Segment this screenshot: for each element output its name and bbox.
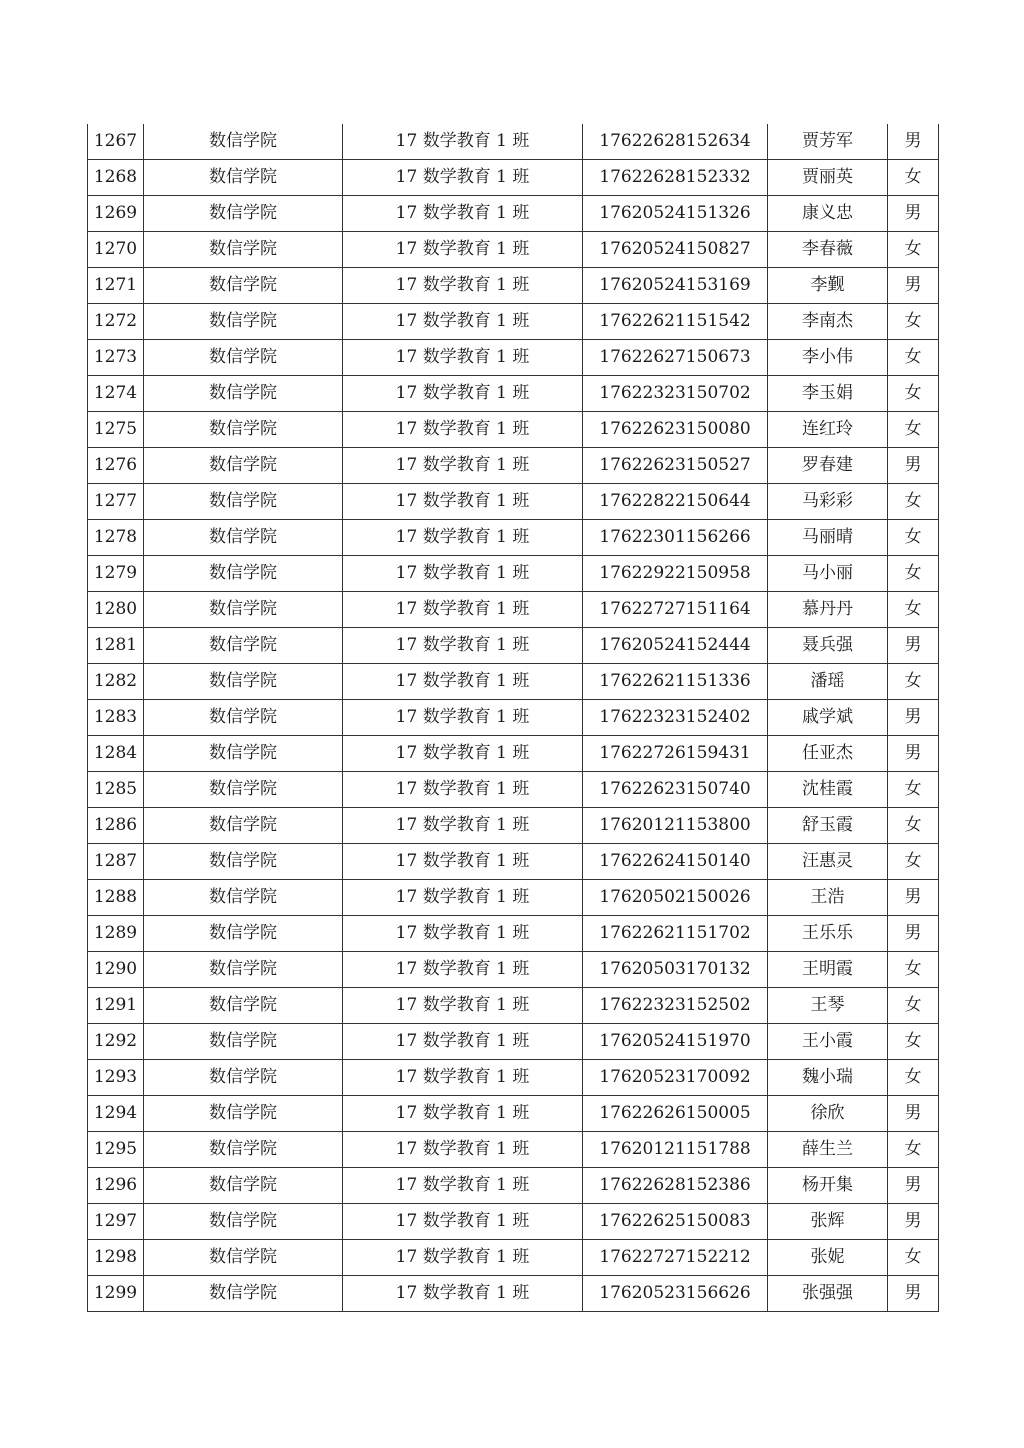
row-number-cell: 1292 bbox=[88, 1024, 144, 1060]
gender-cell: 女 bbox=[888, 1240, 939, 1276]
table-row bbox=[88, 124, 939, 160]
student-id-cell: 17620121153800 bbox=[583, 808, 768, 844]
table-row bbox=[88, 592, 939, 628]
gender-cell: 女 bbox=[888, 232, 939, 268]
student-name-cell: 沈桂霞 bbox=[768, 772, 888, 808]
college-cell: 数信学院 bbox=[144, 448, 343, 484]
student-name-cell: 马彩彩 bbox=[768, 484, 888, 520]
class-cell: 17 数学教育 1 班 bbox=[343, 808, 583, 844]
student-name-cell: 杨开集 bbox=[768, 1168, 888, 1204]
college-cell: 数信学院 bbox=[144, 1276, 343, 1312]
gender-cell: 女 bbox=[888, 160, 939, 196]
row-number-cell: 1287 bbox=[88, 844, 144, 880]
gender-cell: 女 bbox=[888, 340, 939, 376]
class-cell: 17 数学教育 1 班 bbox=[343, 448, 583, 484]
class-cell: 17 数学教育 1 班 bbox=[343, 1168, 583, 1204]
class-cell: 17 数学教育 1 班 bbox=[343, 1060, 583, 1096]
table-row bbox=[88, 880, 939, 916]
row-number-cell: 1276 bbox=[88, 448, 144, 484]
row-number-cell: 1267 bbox=[88, 124, 144, 160]
gender-cell: 男 bbox=[888, 268, 939, 304]
table-row bbox=[88, 664, 939, 700]
class-cell: 17 数学教育 1 班 bbox=[343, 628, 583, 664]
student-id-cell: 17622628152332 bbox=[583, 160, 768, 196]
college-cell: 数信学院 bbox=[144, 628, 343, 664]
gender-cell: 女 bbox=[888, 592, 939, 628]
college-cell: 数信学院 bbox=[144, 1060, 343, 1096]
student-id-cell: 17622624150140 bbox=[583, 844, 768, 880]
college-cell: 数信学院 bbox=[144, 844, 343, 880]
student-name-cell: 聂兵强 bbox=[768, 628, 888, 664]
row-number-cell: 1295 bbox=[88, 1132, 144, 1168]
row-number-cell: 1273 bbox=[88, 340, 144, 376]
table-row bbox=[88, 772, 939, 808]
row-number-cell: 1282 bbox=[88, 664, 144, 700]
table-row bbox=[88, 304, 939, 340]
row-number-cell: 1297 bbox=[88, 1204, 144, 1240]
college-cell: 数信学院 bbox=[144, 952, 343, 988]
table-row bbox=[88, 808, 939, 844]
gender-cell: 女 bbox=[888, 556, 939, 592]
student-roster-table bbox=[87, 124, 939, 1312]
table-row bbox=[88, 268, 939, 304]
college-cell: 数信学院 bbox=[144, 1240, 343, 1276]
row-number-cell: 1286 bbox=[88, 808, 144, 844]
gender-cell: 男 bbox=[888, 1276, 939, 1312]
class-cell: 17 数学教育 1 班 bbox=[343, 664, 583, 700]
college-cell: 数信学院 bbox=[144, 700, 343, 736]
class-cell: 17 数学教育 1 班 bbox=[343, 124, 583, 160]
row-number-cell: 1275 bbox=[88, 412, 144, 448]
gender-cell: 女 bbox=[888, 988, 939, 1024]
row-number-cell: 1298 bbox=[88, 1240, 144, 1276]
student-id-cell: 17620524151326 bbox=[583, 196, 768, 232]
table-row bbox=[88, 1060, 939, 1096]
table-row bbox=[88, 448, 939, 484]
gender-cell: 男 bbox=[888, 916, 939, 952]
student-id-cell: 17620524153169 bbox=[583, 268, 768, 304]
gender-cell: 男 bbox=[888, 736, 939, 772]
class-cell: 17 数学教育 1 班 bbox=[343, 196, 583, 232]
table-row bbox=[88, 232, 939, 268]
table-row bbox=[88, 628, 939, 664]
class-cell: 17 数学教育 1 班 bbox=[343, 484, 583, 520]
row-number-cell: 1283 bbox=[88, 700, 144, 736]
college-cell: 数信学院 bbox=[144, 1168, 343, 1204]
gender-cell: 男 bbox=[888, 448, 939, 484]
college-cell: 数信学院 bbox=[144, 376, 343, 412]
gender-cell: 女 bbox=[888, 844, 939, 880]
row-number-cell: 1280 bbox=[88, 592, 144, 628]
class-cell: 17 数学教育 1 班 bbox=[343, 1204, 583, 1240]
class-cell: 17 数学教育 1 班 bbox=[343, 1132, 583, 1168]
table-row bbox=[88, 1276, 939, 1312]
gender-cell: 女 bbox=[888, 520, 939, 556]
table-row bbox=[88, 736, 939, 772]
student-id-cell: 17622626150005 bbox=[583, 1096, 768, 1132]
student-name-cell: 王浩 bbox=[768, 880, 888, 916]
class-cell: 17 数学教育 1 班 bbox=[343, 592, 583, 628]
row-number-cell: 1284 bbox=[88, 736, 144, 772]
table-row bbox=[88, 196, 939, 232]
class-cell: 17 数学教育 1 班 bbox=[343, 520, 583, 556]
table-row bbox=[88, 520, 939, 556]
student-id-cell: 17622726159431 bbox=[583, 736, 768, 772]
row-number-cell: 1293 bbox=[88, 1060, 144, 1096]
student-id-cell: 17622323150702 bbox=[583, 376, 768, 412]
college-cell: 数信学院 bbox=[144, 988, 343, 1024]
student-name-cell: 任亚杰 bbox=[768, 736, 888, 772]
student-name-cell: 马丽晴 bbox=[768, 520, 888, 556]
college-cell: 数信学院 bbox=[144, 124, 343, 160]
gender-cell: 女 bbox=[888, 808, 939, 844]
class-cell: 17 数学教育 1 班 bbox=[343, 268, 583, 304]
gender-cell: 女 bbox=[888, 1060, 939, 1096]
class-cell: 17 数学教育 1 班 bbox=[343, 916, 583, 952]
class-cell: 17 数学教育 1 班 bbox=[343, 1276, 583, 1312]
row-number-cell: 1271 bbox=[88, 268, 144, 304]
gender-cell: 女 bbox=[888, 412, 939, 448]
student-name-cell: 王乐乐 bbox=[768, 916, 888, 952]
gender-cell: 女 bbox=[888, 664, 939, 700]
gender-cell: 男 bbox=[888, 1204, 939, 1240]
student-name-cell: 汪惠灵 bbox=[768, 844, 888, 880]
gender-cell: 男 bbox=[888, 700, 939, 736]
student-name-cell: 慕丹丹 bbox=[768, 592, 888, 628]
student-id-cell: 17622621151542 bbox=[583, 304, 768, 340]
class-cell: 17 数学教育 1 班 bbox=[343, 736, 583, 772]
student-name-cell: 康义忠 bbox=[768, 196, 888, 232]
gender-cell: 男 bbox=[888, 124, 939, 160]
college-cell: 数信学院 bbox=[144, 160, 343, 196]
college-cell: 数信学院 bbox=[144, 484, 343, 520]
college-cell: 数信学院 bbox=[144, 412, 343, 448]
college-cell: 数信学院 bbox=[144, 268, 343, 304]
gender-cell: 男 bbox=[888, 1168, 939, 1204]
roster-body bbox=[88, 124, 939, 1312]
student-id-cell: 17622628152386 bbox=[583, 1168, 768, 1204]
student-name-cell: 张辉 bbox=[768, 1204, 888, 1240]
student-id-cell: 17620523156626 bbox=[583, 1276, 768, 1312]
student-id-cell: 17620523170092 bbox=[583, 1060, 768, 1096]
class-cell: 17 数学教育 1 班 bbox=[343, 700, 583, 736]
row-number-cell: 1294 bbox=[88, 1096, 144, 1132]
student-name-cell: 贾芳军 bbox=[768, 124, 888, 160]
class-cell: 17 数学教育 1 班 bbox=[343, 376, 583, 412]
student-id-cell: 17622623150080 bbox=[583, 412, 768, 448]
student-name-cell: 王琴 bbox=[768, 988, 888, 1024]
row-number-cell: 1299 bbox=[88, 1276, 144, 1312]
student-id-cell: 17622623150527 bbox=[583, 448, 768, 484]
student-name-cell: 连红玲 bbox=[768, 412, 888, 448]
student-id-cell: 17622727152212 bbox=[583, 1240, 768, 1276]
student-id-cell: 17622323152502 bbox=[583, 988, 768, 1024]
gender-cell: 男 bbox=[888, 1096, 939, 1132]
college-cell: 数信学院 bbox=[144, 1132, 343, 1168]
college-cell: 数信学院 bbox=[144, 1096, 343, 1132]
gender-cell: 女 bbox=[888, 772, 939, 808]
gender-cell: 女 bbox=[888, 952, 939, 988]
class-cell: 17 数学教育 1 班 bbox=[343, 1240, 583, 1276]
student-name-cell: 王明霞 bbox=[768, 952, 888, 988]
college-cell: 数信学院 bbox=[144, 1024, 343, 1060]
row-number-cell: 1291 bbox=[88, 988, 144, 1024]
class-cell: 17 数学教育 1 班 bbox=[343, 556, 583, 592]
row-number-cell: 1296 bbox=[88, 1168, 144, 1204]
row-number-cell: 1269 bbox=[88, 196, 144, 232]
gender-cell: 女 bbox=[888, 1024, 939, 1060]
table-row bbox=[88, 1168, 939, 1204]
class-cell: 17 数学教育 1 班 bbox=[343, 1024, 583, 1060]
row-number-cell: 1272 bbox=[88, 304, 144, 340]
student-name-cell: 魏小瑞 bbox=[768, 1060, 888, 1096]
student-id-cell: 17622621151336 bbox=[583, 664, 768, 700]
student-name-cell: 徐欣 bbox=[768, 1096, 888, 1132]
row-number-cell: 1289 bbox=[88, 916, 144, 952]
college-cell: 数信学院 bbox=[144, 1204, 343, 1240]
table-row bbox=[88, 1132, 939, 1168]
table-row bbox=[88, 988, 939, 1024]
class-cell: 17 数学教育 1 班 bbox=[343, 160, 583, 196]
row-number-cell: 1278 bbox=[88, 520, 144, 556]
student-id-cell: 17620524151970 bbox=[583, 1024, 768, 1060]
row-number-cell: 1274 bbox=[88, 376, 144, 412]
table-row bbox=[88, 340, 939, 376]
student-name-cell: 李春薇 bbox=[768, 232, 888, 268]
student-id-cell: 17620502150026 bbox=[583, 880, 768, 916]
student-id-cell: 17622627150673 bbox=[583, 340, 768, 376]
student-id-cell: 17622623150740 bbox=[583, 772, 768, 808]
gender-cell: 男 bbox=[888, 880, 939, 916]
student-id-cell: 17622727151164 bbox=[583, 592, 768, 628]
student-id-cell: 17622301156266 bbox=[583, 520, 768, 556]
gender-cell: 女 bbox=[888, 484, 939, 520]
class-cell: 17 数学教育 1 班 bbox=[343, 772, 583, 808]
student-name-cell: 贾丽英 bbox=[768, 160, 888, 196]
table-row bbox=[88, 1024, 939, 1060]
class-cell: 17 数学教育 1 班 bbox=[343, 412, 583, 448]
class-cell: 17 数学教育 1 班 bbox=[343, 1096, 583, 1132]
gender-cell: 女 bbox=[888, 1132, 939, 1168]
table-row bbox=[88, 412, 939, 448]
student-id-cell: 17620524150827 bbox=[583, 232, 768, 268]
college-cell: 数信学院 bbox=[144, 304, 343, 340]
gender-cell: 女 bbox=[888, 376, 939, 412]
college-cell: 数信学院 bbox=[144, 520, 343, 556]
student-id-cell: 17622323152402 bbox=[583, 700, 768, 736]
class-cell: 17 数学教育 1 班 bbox=[343, 844, 583, 880]
college-cell: 数信学院 bbox=[144, 592, 343, 628]
table-row bbox=[88, 1240, 939, 1276]
student-name-cell: 罗春建 bbox=[768, 448, 888, 484]
table-row bbox=[88, 1204, 939, 1240]
student-id-cell: 17622822150644 bbox=[583, 484, 768, 520]
college-cell: 数信学院 bbox=[144, 736, 343, 772]
row-number-cell: 1281 bbox=[88, 628, 144, 664]
college-cell: 数信学院 bbox=[144, 232, 343, 268]
student-id-cell: 17620503170132 bbox=[583, 952, 768, 988]
student-id-cell: 17620121151788 bbox=[583, 1132, 768, 1168]
table-row bbox=[88, 916, 939, 952]
student-name-cell: 李小伟 bbox=[768, 340, 888, 376]
row-number-cell: 1277 bbox=[88, 484, 144, 520]
table-row bbox=[88, 484, 939, 520]
student-name-cell: 李玉娟 bbox=[768, 376, 888, 412]
student-name-cell: 潘瑶 bbox=[768, 664, 888, 700]
college-cell: 数信学院 bbox=[144, 196, 343, 232]
class-cell: 17 数学教育 1 班 bbox=[343, 304, 583, 340]
table-row bbox=[88, 1096, 939, 1132]
college-cell: 数信学院 bbox=[144, 808, 343, 844]
student-name-cell: 舒玉霞 bbox=[768, 808, 888, 844]
class-cell: 17 数学教育 1 班 bbox=[343, 952, 583, 988]
college-cell: 数信学院 bbox=[144, 340, 343, 376]
table-row bbox=[88, 952, 939, 988]
class-cell: 17 数学教育 1 班 bbox=[343, 232, 583, 268]
class-cell: 17 数学教育 1 班 bbox=[343, 340, 583, 376]
college-cell: 数信学院 bbox=[144, 772, 343, 808]
table-row bbox=[88, 556, 939, 592]
class-cell: 17 数学教育 1 班 bbox=[343, 880, 583, 916]
college-cell: 数信学院 bbox=[144, 664, 343, 700]
table-row bbox=[88, 160, 939, 196]
table-row bbox=[88, 700, 939, 736]
student-id-cell: 17622625150083 bbox=[583, 1204, 768, 1240]
row-number-cell: 1270 bbox=[88, 232, 144, 268]
student-id-cell: 17620524152444 bbox=[583, 628, 768, 664]
college-cell: 数信学院 bbox=[144, 556, 343, 592]
student-name-cell: 王小霞 bbox=[768, 1024, 888, 1060]
row-number-cell: 1279 bbox=[88, 556, 144, 592]
row-number-cell: 1268 bbox=[88, 160, 144, 196]
student-name-cell: 张妮 bbox=[768, 1240, 888, 1276]
student-name-cell: 马小丽 bbox=[768, 556, 888, 592]
student-name-cell: 薛生兰 bbox=[768, 1132, 888, 1168]
gender-cell: 男 bbox=[888, 628, 939, 664]
row-number-cell: 1288 bbox=[88, 880, 144, 916]
student-id-cell: 17622621151702 bbox=[583, 916, 768, 952]
gender-cell: 男 bbox=[888, 196, 939, 232]
student-name-cell: 李觐 bbox=[768, 268, 888, 304]
student-id-cell: 17622922150958 bbox=[583, 556, 768, 592]
class-cell: 17 数学教育 1 班 bbox=[343, 988, 583, 1024]
student-name-cell: 李南杰 bbox=[768, 304, 888, 340]
student-id-cell: 17622628152634 bbox=[583, 124, 768, 160]
student-name-cell: 戚学斌 bbox=[768, 700, 888, 736]
gender-cell: 女 bbox=[888, 304, 939, 340]
student-name-cell: 张强强 bbox=[768, 1276, 888, 1312]
college-cell: 数信学院 bbox=[144, 880, 343, 916]
row-number-cell: 1290 bbox=[88, 952, 144, 988]
table-row bbox=[88, 844, 939, 880]
row-number-cell: 1285 bbox=[88, 772, 144, 808]
table-row bbox=[88, 376, 939, 412]
college-cell: 数信学院 bbox=[144, 916, 343, 952]
